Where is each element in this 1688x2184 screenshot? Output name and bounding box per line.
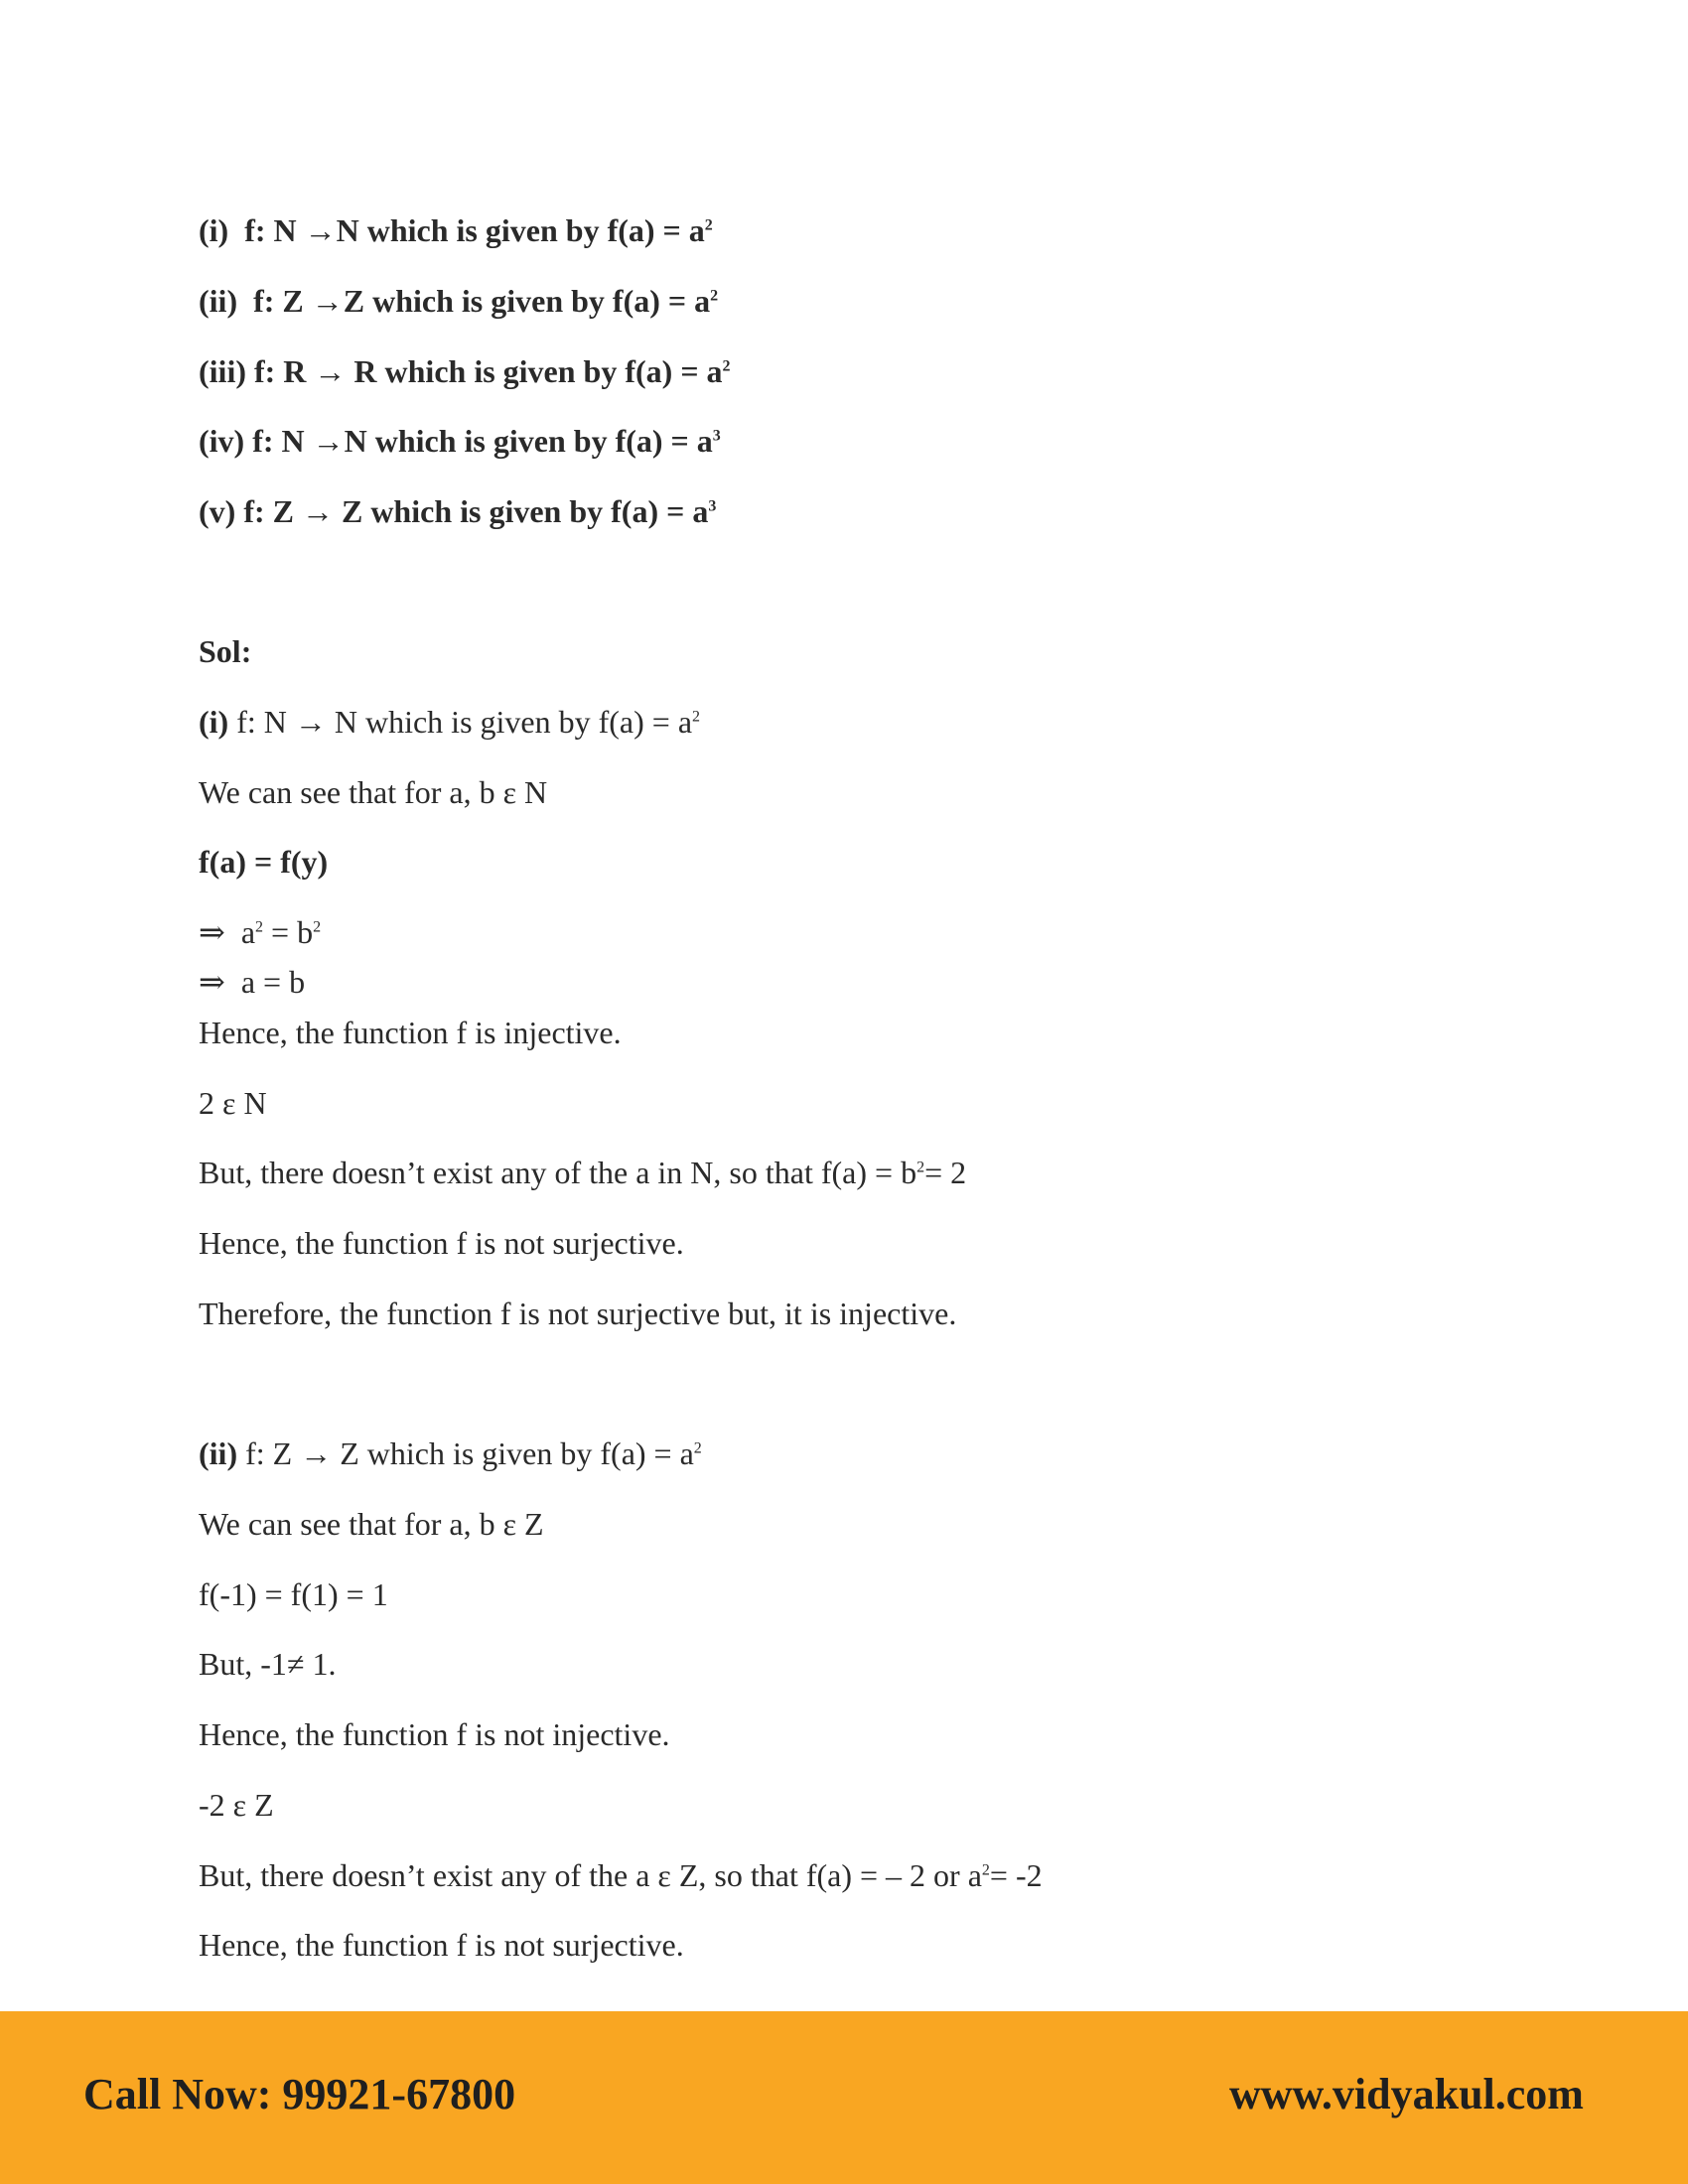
implies-icon: ⇒ xyxy=(199,964,225,1000)
part2-line3: But, -1≠ 1. xyxy=(199,1646,337,1682)
part2-line5: -2 ε Z xyxy=(199,1787,274,1823)
question-i: (i) f: N →N which is given by $f(a) = a^2$ xyxy=(199,212,713,248)
question-v: (v) f: Z → Z which is given by $f(a) = a^3$ xyxy=(199,493,717,529)
part1-line4: 2 ε N xyxy=(199,1085,267,1121)
part2-line7: Hence, the function f is not surjective. xyxy=(199,1927,684,1963)
part2-line6: But, there doesn’t exist any of the a ε Z, so that f(a) = – 2 or $a^2= -2$ xyxy=(199,1857,1043,1893)
implies-icon: ⇒ xyxy=(199,914,225,950)
part2-line1: We can see that for a, b ε Z xyxy=(199,1506,544,1542)
part1-line5: But, there doesn’t exist any of the a in N, so that $f(a) = b^2= 2$ xyxy=(199,1155,967,1190)
phone-number[interactable]: Call Now: 99921-67800 xyxy=(83,2070,516,2118)
part1-line1: We can see that for a, b ε N xyxy=(199,774,548,810)
question-iv: (iv) f: N →N which is given by $f(a) = a^3$ xyxy=(199,423,721,459)
footer-banner xyxy=(0,2011,1688,2184)
part1-line2: f(a) = f(y) xyxy=(199,844,329,880)
question-iii: (iii) f: R → R which is given by $f(a) = a^2$ xyxy=(199,353,731,389)
part1-heading: (i) f: N → N which is given by $f(a) = a^2$ xyxy=(199,704,701,740)
part1-line6: Hence, the function f is not surjective. xyxy=(199,1225,684,1261)
solution-label: Sol: xyxy=(199,633,252,669)
question-ii: (ii) f: Z →Z which is given by $f(a) = a^2$ xyxy=(199,283,719,319)
part1-implication-1: ⇒ $a^2 = b^2$ xyxy=(199,914,322,950)
website-link[interactable]: www.vidyakul.com xyxy=(1229,2070,1584,2118)
part1-implication-2: ⇒ a = b xyxy=(199,964,306,1000)
part1-line3: Hence, the function f is injective. xyxy=(199,1015,622,1050)
part1-line7: Therefore, the function f is not surjective but, it is injective. xyxy=(199,1296,957,1331)
part2-line2: f(-1) = f(1) = 1 xyxy=(199,1576,388,1612)
part2-heading: (ii) f: Z → Z which is given by $f(a) = a^2$ xyxy=(199,1435,702,1471)
part2-line4: Hence, the function f is not injective. xyxy=(199,1716,670,1752)
